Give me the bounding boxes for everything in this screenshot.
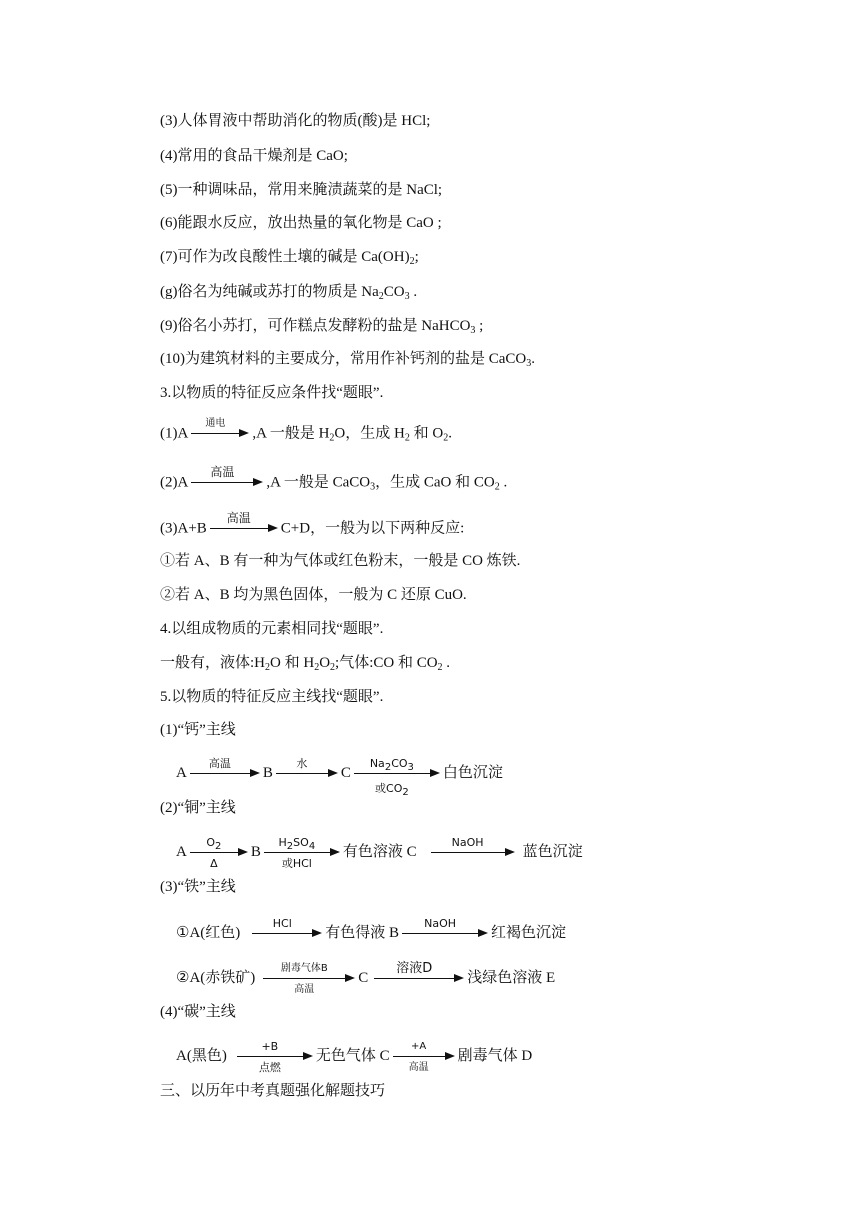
- item-8: (g)俗名为纯碱或苏打的物质是 $Na_2CO_3$ .: [160, 284, 418, 302]
- arrow-icon: [454, 974, 464, 982]
- arrow-icon: [430, 769, 440, 777]
- arrow-icon: [312, 929, 322, 937]
- arrow-icon: [253, 478, 263, 486]
- reaction-2: (2)A 高温 ,A 一般是 CaCO$_3$，生成 CaO 和 $CO_2$ .: [160, 465, 508, 493]
- item-3: (3)人体胃液中帮助消化的物质(酸)是 HCl;: [160, 113, 431, 129]
- case-1: ①若 A、B 有一种为气体或红色粉末，一般是 CO 炼铁.: [160, 553, 521, 569]
- item-9: (9)俗名小苏打，可作糕点发酵粉的盐是 NaHCO$_3$ ;: [160, 318, 484, 336]
- item-10: (10)为建筑材料的主要成分，常用作补钙剂的盐是 CaCO$_3$.: [160, 351, 535, 369]
- arrow-icon: [478, 929, 488, 937]
- section-4-body: 一般有，液体$:H_2O$ 和 $H_2O_2$;气体:CO 和 $CO_2$ .: [160, 655, 451, 673]
- arrow-icon: [250, 769, 260, 777]
- calcium-title: (1)“钙”主线: [160, 722, 236, 738]
- iron-chain-2: ②A(赤铁矿) 剧毒气体B 高温 C 溶液D 浅绿色溶液 E: [176, 960, 556, 995]
- calcium-chain: A 高温 B 水 C $Na_2CO_3$ 或$CO_2$ 白色沉淀: [176, 756, 503, 798]
- arrow-icon: [328, 769, 338, 777]
- section-4-heading: 4.以组成物质的元素相同找“题眼”.: [160, 621, 384, 637]
- arrow-icon: [303, 1052, 313, 1060]
- iron-chain-1: ①A(红色) HCl 有色得液 B NaOH 红褐色沉淀: [176, 916, 567, 941]
- item-4: (4)常用的食品干燥剂是 CaO;: [160, 148, 348, 164]
- carbon-chain: A(黑色) +B 点燃 无色气体 C +A 高温 剧毒气体 D: [176, 1039, 533, 1074]
- reaction-3: (3)A+B 高温 C+D，一般为以下两种反应:: [160, 511, 465, 537]
- arrow-icon: [238, 848, 248, 856]
- case-2: ②若 A、B 均为黑色固体，一般为 C 还原 CuO.: [160, 587, 467, 603]
- arrow-icon: [330, 848, 340, 856]
- copper-title: (2)“铜”主线: [160, 800, 236, 816]
- reaction-1: (1)A 通电 ,A 一般是 $H_2O$，生成 $H_2$ 和 $O_2$.: [160, 418, 452, 444]
- item-7: (7)可作为改良酸性土壤的碱是 $Ca(OH)_2$;: [160, 249, 419, 267]
- section-5-heading: 5.以物质的特征反应主线找“题眼”.: [160, 689, 384, 705]
- arrow-icon: [345, 974, 355, 982]
- part-3-heading: 三、以历年中考真题强化解题技巧: [160, 1083, 386, 1099]
- carbon-title: (4)“碳”主线: [160, 1004, 236, 1020]
- iron-title: (3)“铁”主线: [160, 879, 236, 895]
- arrow-icon: [505, 848, 515, 856]
- arrow-icon: [268, 524, 278, 532]
- arrow-icon: [239, 429, 249, 437]
- item-6: (6)能跟水反应，放出热量的氧化物是 CaO ;: [160, 215, 442, 231]
- copper-chain: A $\frac{O_2}{\Delta}$ B $H_2SO_4$ 或HCl 有色溶液 C NaOH 蓝色沉淀: [176, 835, 583, 870]
- item-5: (5)一种调味品，常用来腌渍蔬菜的是 NaCl;: [160, 182, 443, 198]
- arrow-icon: [445, 1052, 455, 1060]
- section-3-heading: 3.以物质的特征反应条件找“题眼”.: [160, 385, 384, 401]
